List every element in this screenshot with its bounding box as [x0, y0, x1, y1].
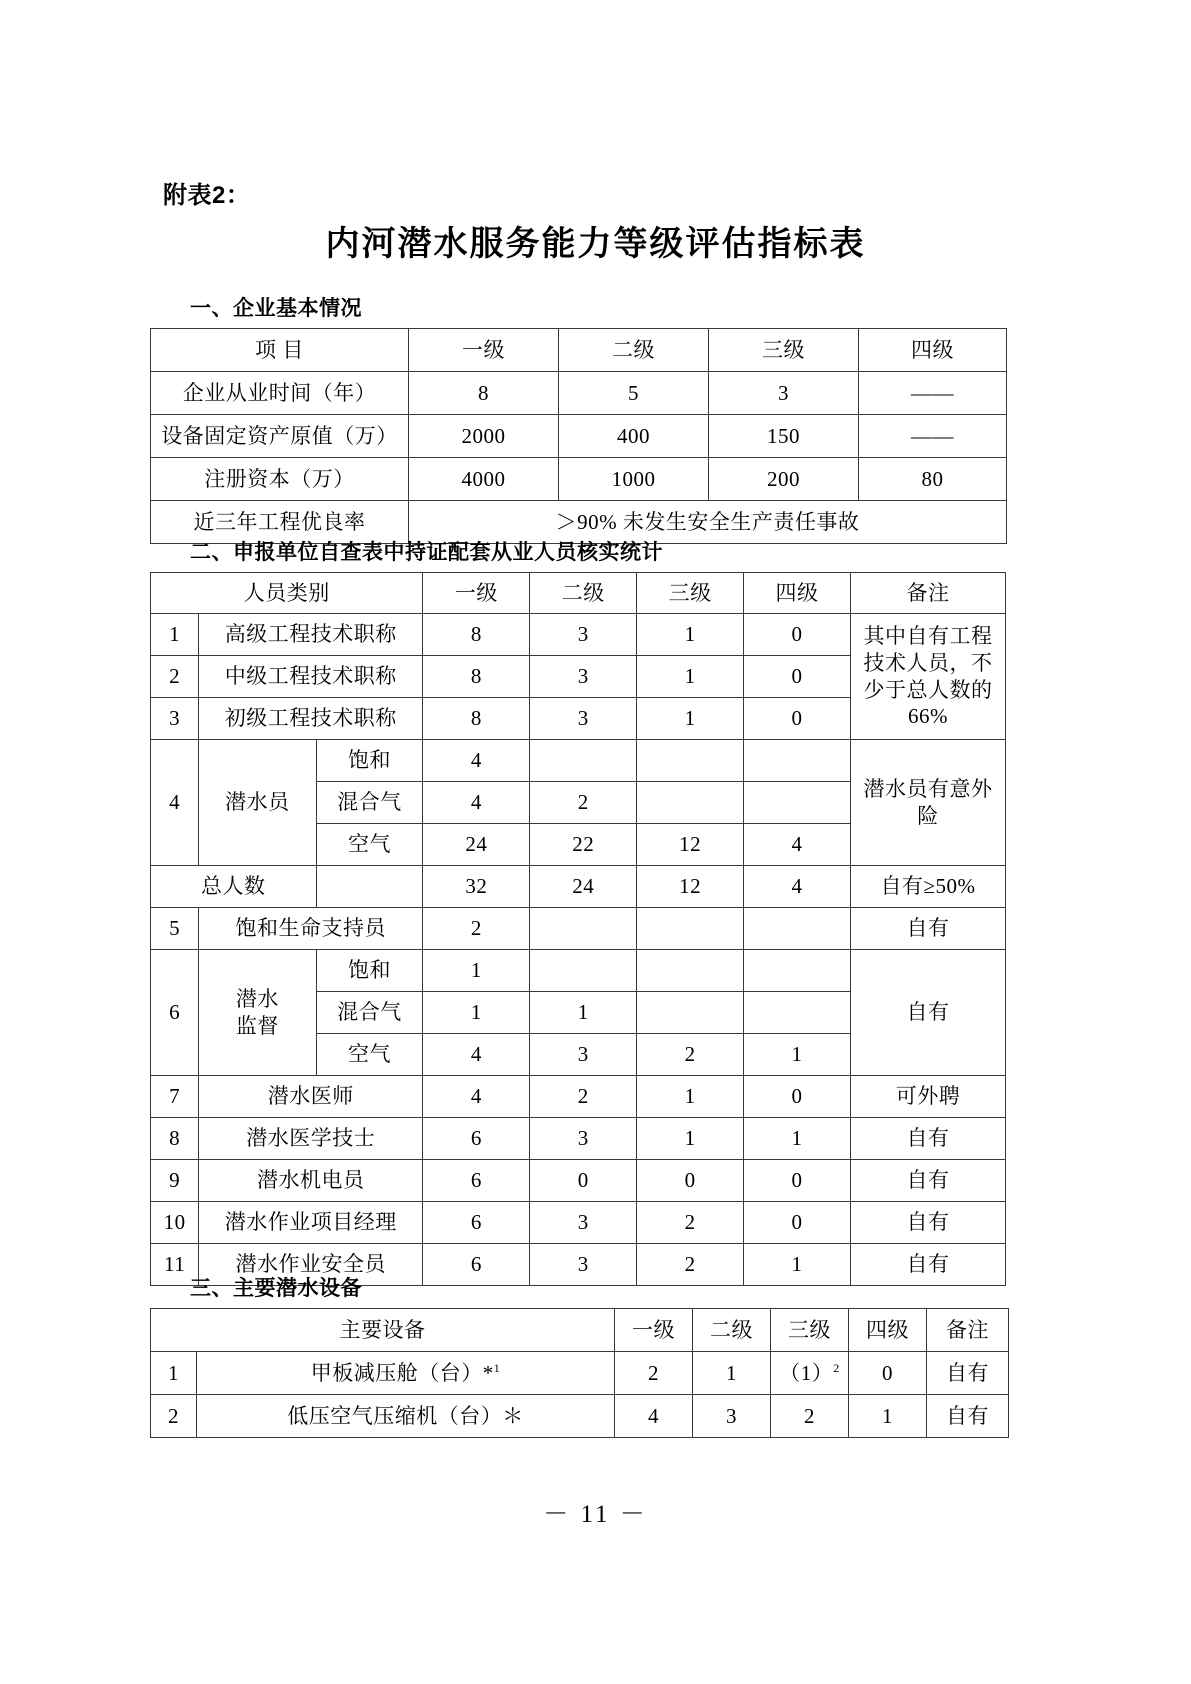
cell-level-4: 1: [849, 1395, 927, 1438]
cell-remark: 自有: [927, 1395, 1009, 1438]
footnote-marker: 2: [833, 1360, 840, 1375]
row-label: 潜水机电员: [199, 1160, 423, 1202]
col-header-equipment: 主要设备: [151, 1309, 615, 1352]
attachment-label: 附表2：: [163, 182, 251, 209]
cell-level-4: 0: [744, 1202, 851, 1244]
section2-heading: 二、申报单位自查表中持证配套从业人员核实统计: [190, 541, 663, 564]
cell-level-4: [744, 740, 851, 782]
cell-merged-value: ＞90% 未发生安全生产责任事故: [409, 501, 1007, 544]
enterprise-basics-table: [150, 328, 1007, 544]
cell-level-2: 2: [530, 782, 637, 824]
cell-level-3: 1: [637, 1076, 744, 1118]
equipment-name: 低压空气压缩机（台）＊: [287, 1403, 524, 1428]
cell-remark: 自有: [850, 1118, 1005, 1160]
cell-level-2: 1000: [559, 458, 709, 501]
row-label: 潜水医师: [199, 1076, 423, 1118]
col-header-level-1: 一级: [615, 1309, 693, 1352]
cell-level-2: 3: [530, 656, 637, 698]
col-header-level-3: 三级: [771, 1309, 849, 1352]
row-number: 11: [151, 1244, 199, 1286]
row-label: 潜水作业项目经理: [199, 1202, 423, 1244]
personnel-table: [150, 572, 1006, 1286]
row-label-line2: 监督: [235, 1013, 279, 1038]
row-number: 2: [151, 1395, 197, 1438]
cell-level-3: 1: [637, 698, 744, 740]
cell-remark: 可外聘: [850, 1076, 1005, 1118]
cell-level-4: 80: [859, 458, 1007, 501]
row-number: 7: [151, 1076, 199, 1118]
section1-heading: 一、企业基本情况: [190, 297, 362, 320]
cell-level-3: 1: [637, 1118, 744, 1160]
cell-level-2: 5: [559, 372, 709, 415]
cell-remark: 自有: [850, 1244, 1005, 1286]
row-label: [197, 1352, 615, 1395]
row-number: 8: [151, 1118, 199, 1160]
cell-level-4: 4: [744, 824, 851, 866]
col-header-level-4: 四级: [859, 329, 1007, 372]
row-sublabel: 空气: [316, 824, 423, 866]
table-row: [151, 1352, 1009, 1395]
cell-level-1: 24: [423, 824, 530, 866]
col-header-personnel-category: 人员类别: [151, 573, 423, 614]
cell-level-2: [530, 950, 637, 992]
cell-level-3-value: 2: [804, 1403, 815, 1428]
cell-level-2: [530, 740, 637, 782]
table-header-row: [151, 329, 1007, 372]
section-enterprise-basics: [150, 292, 1006, 544]
cell-level-2: 1: [693, 1352, 771, 1395]
row-label: 高级工程技术职称: [199, 614, 423, 656]
row-sublabel: 空气: [316, 1034, 423, 1076]
table-row: [151, 1395, 1009, 1438]
cell-level-3: [637, 950, 744, 992]
col-header-level-2: 二级: [693, 1309, 771, 1352]
cell-level-3: 1: [637, 656, 744, 698]
col-header-level-2: 二级: [559, 329, 709, 372]
col-header-level-1: 一级: [409, 329, 559, 372]
cell-level-3-value: （1）: [779, 1360, 834, 1385]
cell-remark: 自有: [850, 950, 1005, 1076]
cell-level-1: 4: [423, 1034, 530, 1076]
cell-level-3: 12: [637, 824, 744, 866]
table-row: [151, 415, 1007, 458]
cell-remark: 自有≥50%: [850, 866, 1005, 908]
table-row: [151, 950, 1006, 992]
cell-level-1: 32: [423, 866, 530, 908]
cell-level-3: 1: [637, 614, 744, 656]
cell-level-2: 3: [693, 1395, 771, 1438]
table-row-total: [151, 866, 1006, 908]
row-label-total: 总人数: [151, 866, 317, 908]
cell-level-2: 24: [530, 866, 637, 908]
cell-level-3: 200: [709, 458, 859, 501]
row-sublabel: 混合气: [316, 992, 423, 1034]
cell-level-2: [530, 908, 637, 950]
cell-level-1: 4: [423, 1076, 530, 1118]
col-header-item: 项 目: [151, 329, 409, 372]
row-label: [199, 950, 316, 1076]
row-number: 4: [151, 740, 199, 866]
cell-level-2: 0: [530, 1160, 637, 1202]
cell-level-3: 2: [637, 1034, 744, 1076]
cell-spacer: [316, 866, 423, 908]
cell-level-2: 3: [530, 1244, 637, 1286]
cell-level-1: 2: [423, 908, 530, 950]
col-header-level-3: 三级: [709, 329, 859, 372]
row-label: 注册资本（万）: [151, 458, 409, 501]
cell-level-4: 4: [744, 866, 851, 908]
cell-level-4: 0: [849, 1352, 927, 1395]
cell-level-1: 2: [615, 1352, 693, 1395]
row-number: 10: [151, 1202, 199, 1244]
row-number: 5: [151, 908, 199, 950]
cell-level-2: 3: [530, 1202, 637, 1244]
cell-level-3: [637, 740, 744, 782]
row-sublabel: 饱和: [316, 950, 423, 992]
col-header-level-3: 三级: [637, 573, 744, 614]
cell-level-4: ——: [859, 372, 1007, 415]
cell-level-4: [744, 950, 851, 992]
cell-level-4: 0: [744, 698, 851, 740]
table-row: [151, 740, 1006, 782]
section-main-equipment: [150, 1272, 1006, 1438]
cell-level-4: 1: [744, 1118, 851, 1160]
col-header-level-2: 二级: [530, 573, 637, 614]
cell-remark: 自有: [927, 1352, 1009, 1395]
row-number: 6: [151, 950, 199, 1076]
cell-level-1: 4: [423, 740, 530, 782]
cell-level-2: 22: [530, 824, 637, 866]
cell-level-3: [637, 908, 744, 950]
cell-level-2: 3: [530, 698, 637, 740]
row-label-line1: 潜水: [235, 986, 279, 1011]
col-header-remark: 备注: [927, 1309, 1009, 1352]
cell-level-3: 3: [709, 372, 859, 415]
cell-level-2: 3: [530, 1034, 637, 1076]
cell-level-4: 1: [744, 1034, 851, 1076]
cell-level-4: 0: [744, 614, 851, 656]
cell-remark: 其中自有工程技术人员，不少于总人数的66%: [850, 614, 1005, 740]
cell-level-1: 1: [423, 992, 530, 1034]
row-sublabel: 混合气: [316, 782, 423, 824]
table-row: [151, 1118, 1006, 1160]
table-row: [151, 614, 1006, 656]
cell-level-1: 2000: [409, 415, 559, 458]
cell-level-1: 8: [423, 656, 530, 698]
row-label: 近三年工程优良率: [151, 501, 409, 544]
cell-remark: 潜水员有意外险: [850, 740, 1005, 866]
cell-level-2: 400: [559, 415, 709, 458]
cell-level-1: 8: [409, 372, 559, 415]
cell-level-4: 0: [744, 1076, 851, 1118]
cell-level-3: [771, 1352, 849, 1395]
row-label: 饱和生命支持员: [199, 908, 423, 950]
cell-level-3: 2: [637, 1202, 744, 1244]
row-label: 潜水医学技士: [199, 1118, 423, 1160]
row-number: 1: [151, 1352, 197, 1395]
row-label: 设备固定资产原值（万）: [151, 415, 409, 458]
cell-level-4: 0: [744, 1160, 851, 1202]
table-header-row: [151, 573, 1006, 614]
cell-level-4: ——: [859, 415, 1007, 458]
cell-level-3: [637, 782, 744, 824]
col-header-level-4: 四级: [849, 1309, 927, 1352]
cell-level-1: 4000: [409, 458, 559, 501]
table-row: [151, 1202, 1006, 1244]
cell-remark: 自有: [850, 908, 1005, 950]
cell-level-4: [744, 782, 851, 824]
cell-level-2: 3: [530, 1118, 637, 1160]
cell-level-4: 0: [744, 656, 851, 698]
table-row: [151, 1076, 1006, 1118]
cell-level-3: [637, 992, 744, 1034]
cell-level-1: 4: [423, 782, 530, 824]
cell-level-1: 8: [423, 614, 530, 656]
cell-level-3: 0: [637, 1160, 744, 1202]
cell-level-2: 3: [530, 614, 637, 656]
row-label: [197, 1395, 615, 1438]
row-label: 企业从业时间（年）: [151, 372, 409, 415]
cell-level-1: 4: [615, 1395, 693, 1438]
cell-level-4: [744, 992, 851, 1034]
col-header-level-1: 一级: [423, 573, 530, 614]
row-label: 中级工程技术职称: [199, 656, 423, 698]
cell-remark: 自有: [850, 1202, 1005, 1244]
page-number: － 11 －: [543, 1501, 648, 1528]
row-number: 3: [151, 698, 199, 740]
row-label: 潜水作业安全员: [199, 1244, 423, 1286]
table-row: [151, 372, 1007, 415]
page-title: 内河潜水服务能力等级评估指标表: [325, 226, 866, 263]
cell-level-3: 2: [637, 1244, 744, 1286]
equipment-name: 甲板减压舱（台）*: [310, 1360, 494, 1385]
cell-level-3: 12: [637, 866, 744, 908]
cell-level-2: 1: [530, 992, 637, 1034]
cell-level-1: 6: [423, 1118, 530, 1160]
cell-remark: 自有: [850, 1160, 1005, 1202]
cell-level-3: 150: [709, 415, 859, 458]
cell-level-1: 8: [423, 698, 530, 740]
table-header-row: [151, 1309, 1009, 1352]
cell-level-4: 1: [744, 1244, 851, 1286]
row-sublabel: 饱和: [316, 740, 423, 782]
footnote-marker: 1: [493, 1360, 501, 1375]
row-number: 1: [151, 614, 199, 656]
row-label: 潜水员: [199, 740, 316, 866]
cell-level-1: 6: [423, 1244, 530, 1286]
row-number: 9: [151, 1160, 199, 1202]
table-row: [151, 458, 1007, 501]
cell-level-1: 6: [423, 1202, 530, 1244]
section-personnel-statistics: [150, 536, 1006, 1286]
cell-level-3: [771, 1395, 849, 1438]
table-row: [151, 908, 1006, 950]
col-header-level-4: 四级: [744, 573, 851, 614]
table-row: [151, 1160, 1006, 1202]
cell-level-1: 6: [423, 1160, 530, 1202]
section3-heading: 三、主要潜水设备: [190, 1277, 362, 1300]
cell-level-4: [744, 908, 851, 950]
equipment-table: [150, 1308, 1009, 1438]
row-label: 初级工程技术职称: [199, 698, 423, 740]
cell-level-1: 1: [423, 950, 530, 992]
cell-level-2: 2: [530, 1076, 637, 1118]
row-number: 2: [151, 656, 199, 698]
col-header-remark: 备注: [850, 573, 1005, 614]
